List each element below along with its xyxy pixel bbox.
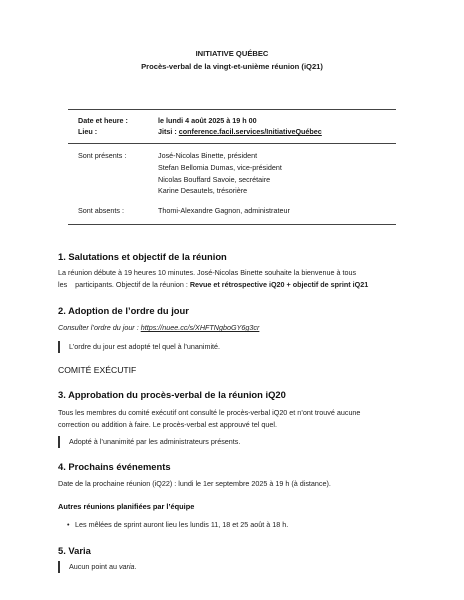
section-3-heading: 3. Approbation du procès-verbal de la réunion iQ20 — [58, 389, 286, 400]
present-member: Nicolas Bouffard Savoie, secrétaire — [158, 174, 271, 184]
section-3-line: correction ou addition à faire. Le procès-verbal est approuvé tel quel. — [58, 419, 277, 429]
minutes-adopted-note: Adopté à l’unanimité par les administrateurs présents. — [58, 436, 240, 448]
committee-heading: COMITÉ EXÉCUTIF — [58, 365, 137, 375]
section-1-heading: 1. Salutations et objectif de la réunion — [58, 251, 227, 262]
section-1-text — [58, 267, 408, 290]
present-member: Karine Desautels, trésorière — [158, 186, 248, 196]
agenda-link[interactable]: https://nuee.cc/s/XHFTNgboGY6g3cr — [140, 323, 260, 332]
varia-italic: varia — [118, 562, 135, 571]
varia-prefix: Aucun point au — [69, 562, 119, 571]
planned-meetings-text: Les mêlées de sprint auront lieu les lundis 11, 18 et 25 août à 18 h. — [75, 520, 289, 529]
meeting-objective: Revue et rétrospective iQ20 + objectif de sprint iQ21 — [189, 279, 369, 289]
varia-suffix: . — [134, 562, 137, 571]
section-1-line-start: les participants. Objectif de la réunion : — [58, 279, 190, 289]
present-list — [158, 150, 282, 197]
present-member: Stefan Bellomia Dumas, vice-président — [158, 162, 282, 172]
section-2-heading: 2. Adoption de l’ordre du jour — [58, 305, 189, 316]
planned-meetings-heading: Autres réunions planifiées par l’équipe — [58, 502, 195, 511]
absent-member: Thomi-Alexandre Gagnon, administrateur — [158, 206, 290, 215]
date-value: le lundi 4 août 2025 à 19 h 00 — [158, 116, 257, 125]
section-1-line — [58, 279, 408, 291]
place-value — [158, 126, 322, 137]
meeting-link[interactable]: conference.facil.services/InitiativeQuébec — [178, 127, 322, 136]
section-1-line: La réunion débute à 19 heures 10 minutes. José-Nicolas Binette souhaite la bienvenue à tous — [58, 268, 357, 277]
agenda-consult-text: Consulter l’ordre du jour : — [58, 323, 141, 332]
agenda-adopted-note: L’ordre du jour est adopté tel quel à l’unanimité. — [58, 341, 220, 353]
place-label: Lieu : — [78, 127, 98, 136]
meta-middle-rule — [68, 143, 396, 144]
present-label: Sont présents : — [78, 151, 127, 160]
next-meeting-text: Date de la prochaine réunion (iQ22) : lundi le 1er septembre 2025 à 19 h (à distance). — [58, 479, 331, 488]
bullet-dot: • — [67, 520, 70, 529]
place-prefix: Jitsi : — [158, 127, 179, 136]
organization-title: INITIATIVE QUÉBEC — [195, 49, 269, 58]
section-3-text — [58, 407, 408, 430]
section-5-heading: 5. Varia — [58, 545, 91, 556]
meta-bottom-rule — [68, 224, 396, 225]
agenda-consult-line — [58, 322, 408, 334]
absent-label: Sont absents : — [78, 206, 124, 215]
date-label: Date et heure : — [78, 116, 128, 125]
planned-meetings-item — [67, 520, 288, 529]
section-3-line: Tous les membres du comité exécutif ont consulté le procès-verbal iQ20 et n’ont trouvé aucune — [58, 408, 361, 417]
meta-top-rule — [68, 109, 396, 110]
present-member: José-Nicolas Binette, président — [158, 151, 258, 160]
section-4-heading: 4. Prochains événements — [58, 461, 171, 472]
minutes-subtitle: Procès-verbal de la vingt-et-unième réunion (iQ21) — [141, 62, 323, 71]
varia-note — [58, 561, 137, 573]
